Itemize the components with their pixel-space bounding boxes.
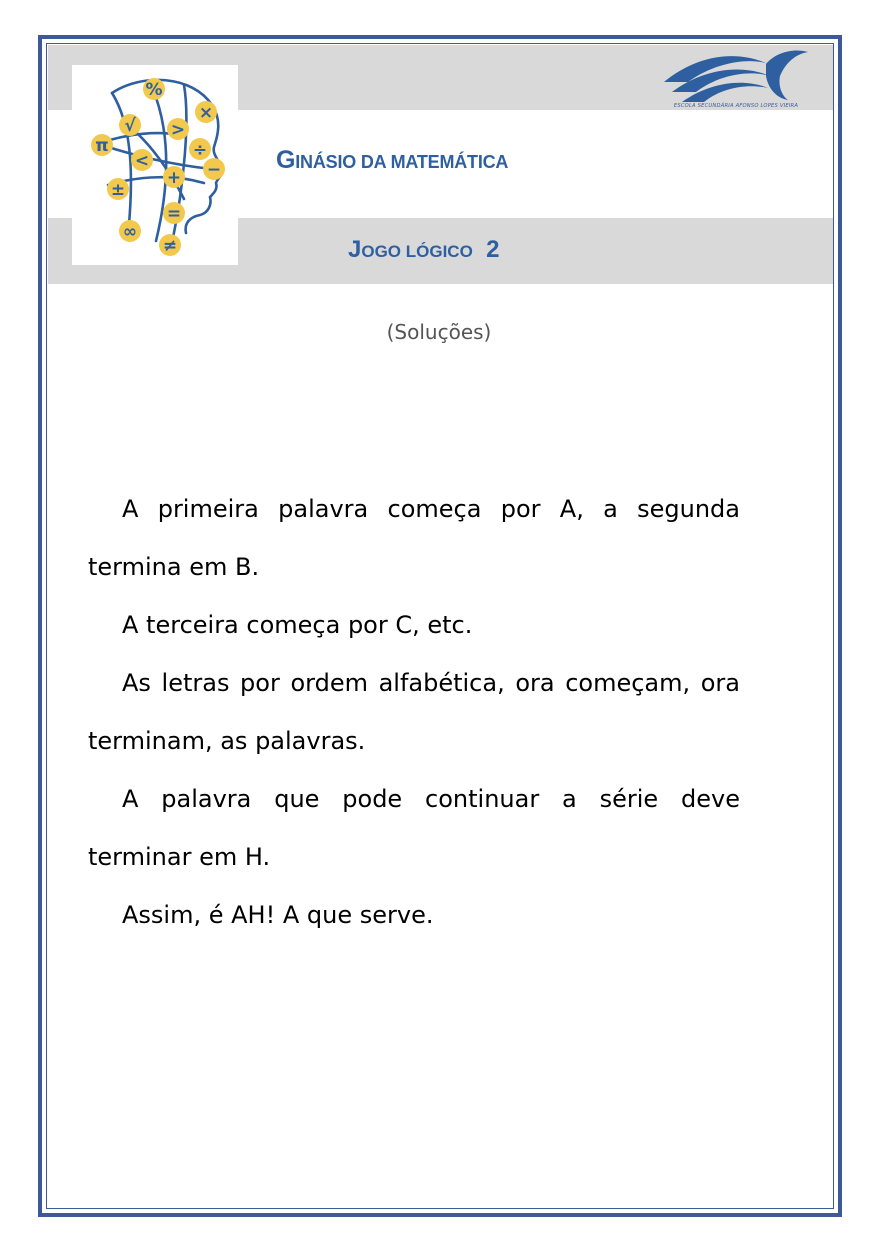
subtitle-initial: J <box>348 236 362 263</box>
math-head-logo-icon <box>72 65 238 265</box>
logo-symbol: ÷ <box>192 140 208 160</box>
logo-symbol: × <box>198 103 214 123</box>
school-caption: ESCOLA SECUNDÁRIA AFONSO LOPES VIEIRA <box>673 103 799 109</box>
paragraph: A terceira começa por C, etc. <box>122 611 473 639</box>
logo-symbol: % <box>145 80 163 100</box>
logo-symbol: = <box>166 204 182 224</box>
subtitle-number: 2 <box>486 236 500 263</box>
paragraph: A primeira palavra começa por A, a segunda termina em B. <box>88 495 740 581</box>
subtitle-number-wrap <box>473 236 500 263</box>
paragraph: As letras por ordem alfabética, ora começam, ora terminam, as palavras. <box>88 669 740 755</box>
logo-symbol: + <box>166 168 182 188</box>
title-initial: G <box>276 146 296 174</box>
solution-body <box>88 480 740 944</box>
logo-symbol: π <box>95 136 109 156</box>
solutions-heading: (Soluções) <box>386 320 492 344</box>
page-subtitle <box>348 236 500 264</box>
subtitle-rest: OGO LÓGICO <box>361 242 473 261</box>
math-gym-logo <box>72 65 238 265</box>
logo-symbol: < <box>134 151 150 171</box>
page-title <box>276 146 508 175</box>
paragraph: A palavra que pode continuar a série deve terminar em H. <box>88 785 740 871</box>
logo-symbol: ± <box>110 180 126 200</box>
logo-symbol: − <box>206 160 222 180</box>
logo-symbol: ≠ <box>162 236 178 256</box>
logo-symbol: ∞ <box>122 222 138 242</box>
logo-symbol: √ <box>124 116 136 136</box>
title-rest: INÁSIO DA MATEMÁTICA <box>295 152 509 172</box>
paragraph: Assim, é AH! A que serve. <box>122 901 434 929</box>
logo-symbol: > <box>170 120 186 140</box>
